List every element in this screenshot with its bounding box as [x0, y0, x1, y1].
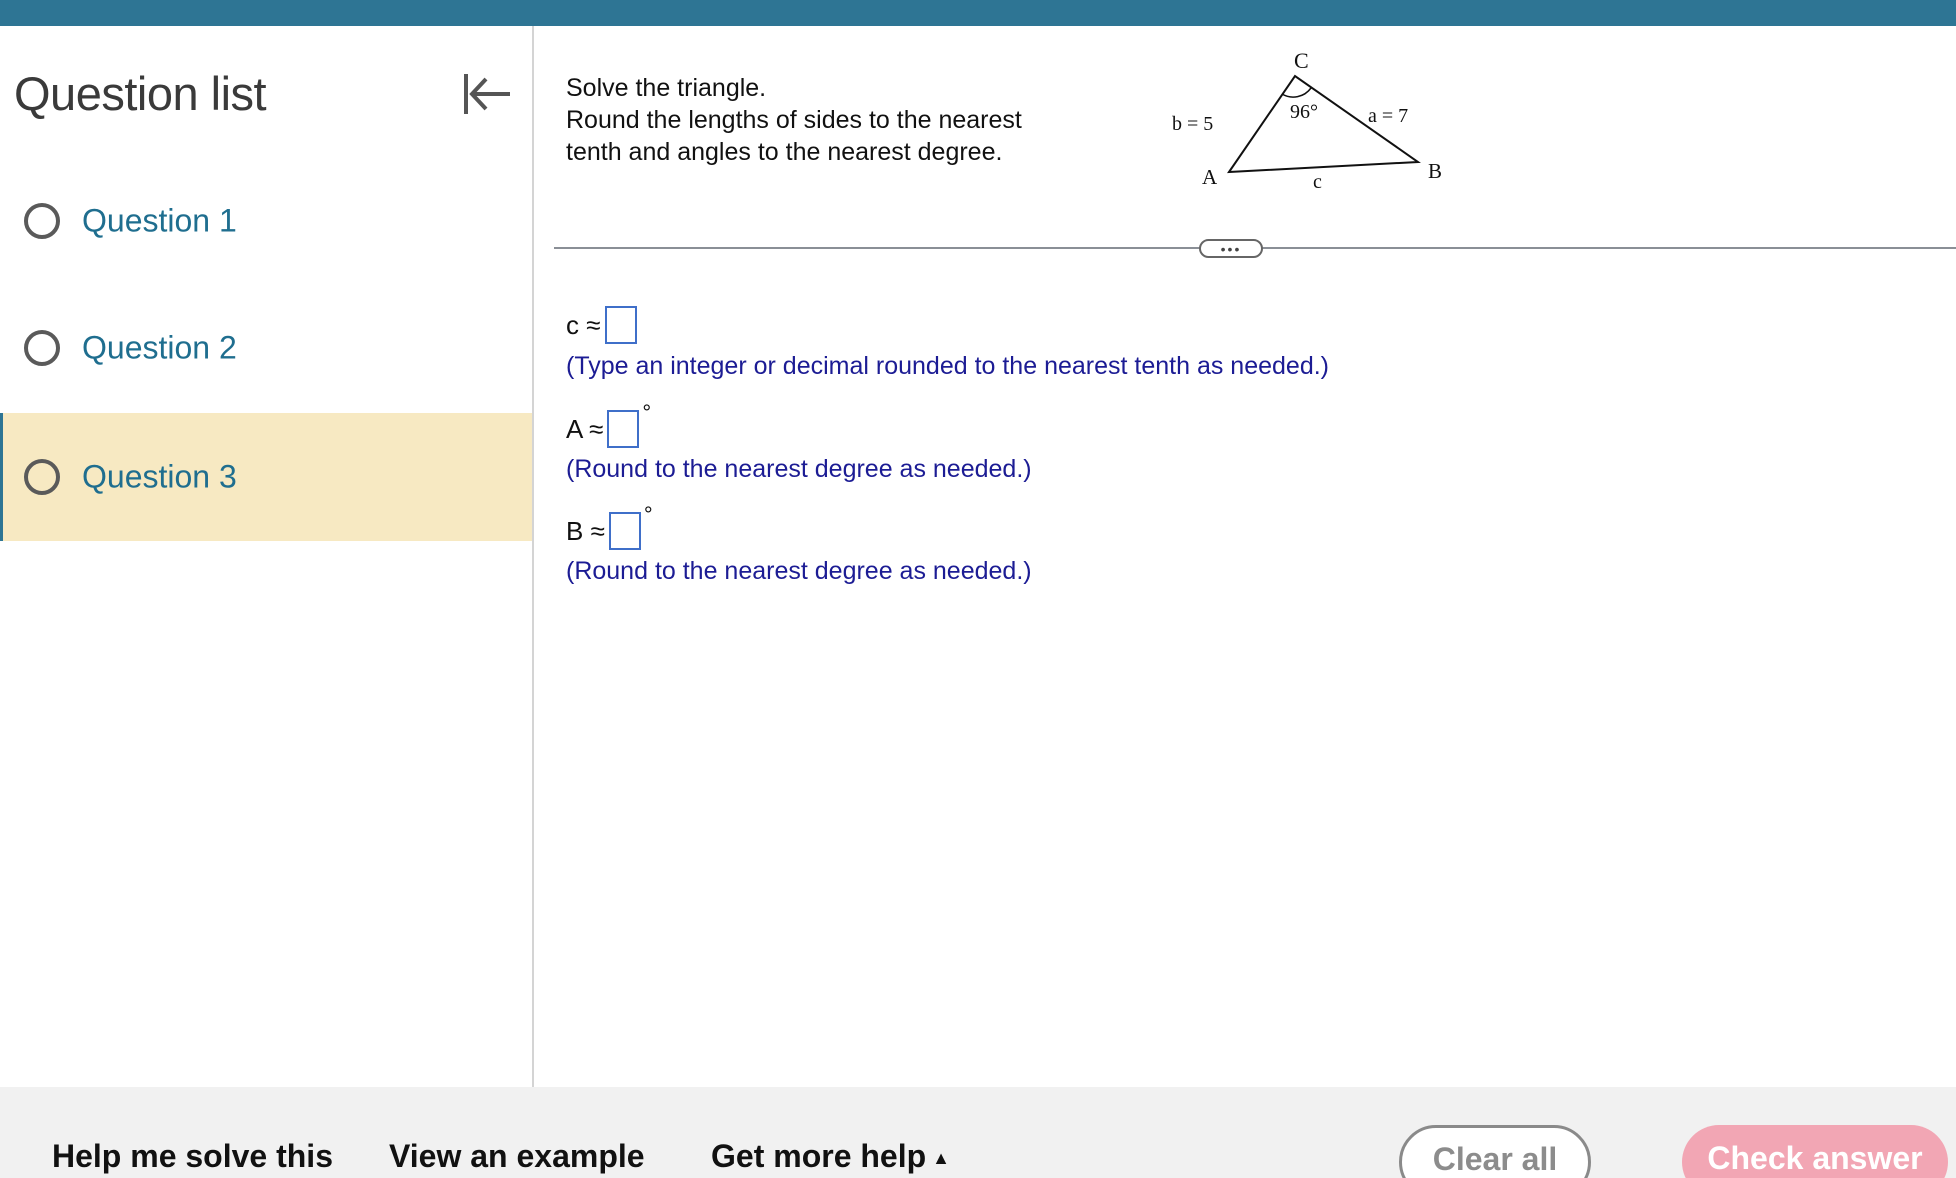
question-label: Question 2 — [82, 329, 237, 366]
answer-variable: A ≈ — [566, 413, 604, 444]
prompt-line: tenth and angles to the nearest degree. — [566, 138, 1003, 166]
side-b-label: b = 5 — [1172, 113, 1214, 135]
collapse-panel-button[interactable] — [460, 66, 516, 122]
prompt-line: Solve the triangle. — [566, 74, 767, 102]
get-more-help-label: Get more help — [711, 1138, 927, 1174]
help-me-solve-button[interactable]: Help me solve this — [52, 1138, 333, 1174]
check-answer-button[interactable]: Check answer — [1682, 1125, 1948, 1178]
view-example-button[interactable]: View an example — [389, 1138, 645, 1174]
question-prompt — [566, 72, 1086, 168]
answer-hint: (Round to the nearest degree as needed.) — [566, 455, 1032, 483]
collapse-left-icon — [460, 66, 516, 122]
unanswered-circle-icon — [24, 459, 60, 495]
side-c-label: c — [1313, 171, 1322, 193]
answer-variable: B ≈ — [566, 515, 605, 546]
answer-input-b[interactable] — [609, 512, 641, 550]
angle-c-label: 96° — [1290, 101, 1318, 123]
degree-unit: ° — [642, 400, 652, 425]
triangle-figure — [1168, 44, 1458, 194]
question-list-panel — [0, 26, 534, 1087]
answer-row-a — [566, 400, 652, 448]
answer-hint: (Round to the nearest degree as needed.) — [566, 557, 1032, 585]
question-item-3[interactable] — [0, 413, 532, 541]
answer-variable: c ≈ — [566, 309, 601, 340]
caret-up-icon: ▲ — [932, 1148, 950, 1169]
vertex-c-label: C — [1294, 48, 1309, 73]
answer-input-a[interactable] — [607, 410, 639, 448]
prompt-line: Round the lengths of sides to the nearest — [566, 106, 1022, 134]
vertex-a-label: A — [1202, 165, 1218, 189]
answer-row-b — [566, 502, 653, 550]
question-label: Question 3 — [82, 458, 237, 495]
question-list-title: Question list — [14, 67, 267, 120]
answer-hint: (Type an integer or decimal rounded to the nearest tenth as needed.) — [566, 352, 1329, 380]
unanswered-circle-icon — [24, 330, 60, 366]
footer-bar — [0, 1087, 1956, 1178]
expand-question-button[interactable]: ••• — [1199, 239, 1263, 258]
answer-row-c — [566, 306, 637, 344]
question-item-1[interactable] — [0, 157, 532, 285]
degree-unit: ° — [643, 502, 653, 527]
side-a-label: a = 7 — [1368, 105, 1409, 127]
get-more-help-button[interactable] — [711, 1138, 950, 1175]
answer-input-c[interactable] — [605, 306, 637, 344]
vertex-b-label: B — [1428, 159, 1443, 183]
question-label: Question 1 — [82, 202, 237, 239]
unanswered-circle-icon — [24, 203, 60, 239]
question-item-2[interactable] — [0, 284, 532, 412]
top-bar — [0, 0, 1956, 26]
clear-all-button[interactable]: Clear all — [1399, 1125, 1591, 1178]
